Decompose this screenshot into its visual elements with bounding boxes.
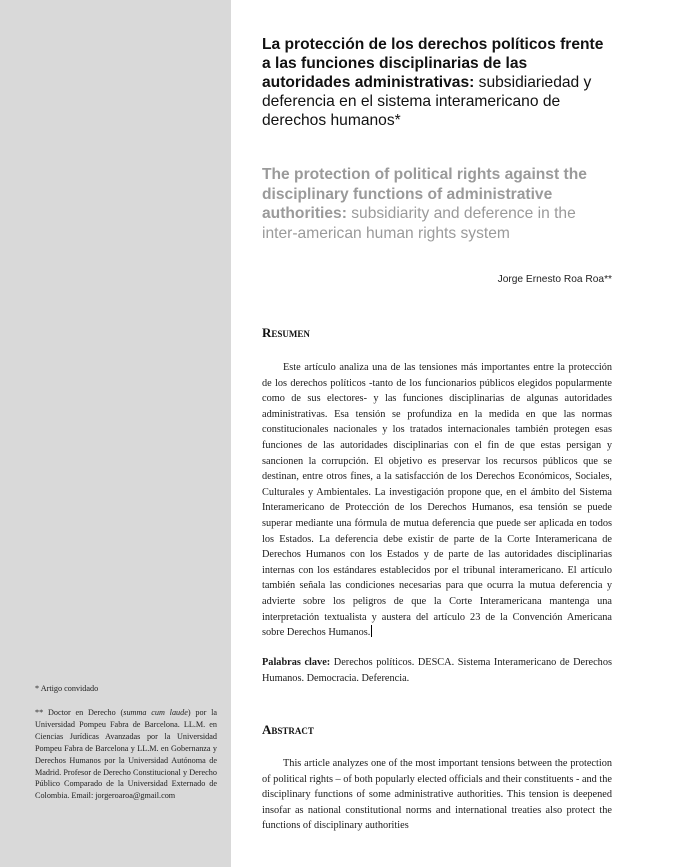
footnote-2-pre: ** Doctor en Derecho ( [35, 708, 124, 717]
footnote-2-italic: summa cum laude [123, 708, 188, 717]
title-english-bold: The protection of political rights against the disciplinary functions of administrative authorities: [262, 166, 587, 222]
resumen-heading: Resumen [262, 325, 310, 340]
title-spanish-regular: subsidiariedad y deferencia en el sistema interamericano de derechos humanos* [262, 74, 592, 129]
footnote-2 [35, 707, 217, 802]
title-spanish-bold: La protección de los derechos políticos frente a las funciones disciplinarias de las autoridades administrativas: [262, 36, 604, 91]
keywords-label: Palabras clave: [262, 657, 331, 668]
title-english [262, 165, 612, 243]
resumen-text: Este artículo analiza una de las tensiones más importantes entre la protección de los derechos políticos -tanto de los funcionarios públicos elegidos popularmente como de sus electores- y las funciones disciplinarias de algunas autoridades administrativas. Esa tensión se profundiza en la medida en que las normas constitucionales nacionales y los tratados internacionales también protegen esas funciones de las autoridades disciplinarias con el fin de que estas persigan y sancionen la corrupción. El objetivo es preservar los recursos públicos que se destinan, entre otros fines, a la satisfacción de los Derechos Económicos, Sociales, Culturales y Ambientales. La investigación propone que, en el ámbito del Sistema Interamericano de Protección de los Derechos Humanos, esa tensión se puede superar mediante una fórmula de mutua deferencia que puede ser aplicada en todos los Estados. La deferencia debe existir de parte de la Corte Interamericana de Derechos Humanos con los Estados y de parte de las autoridades disciplinarias internas con los estándares establecidos por el tribunal interamericano. El artículo también señala las condiciones necesarias para que ocurra la mutua deferencia y advierte sobre los peligros de que la Corte Interamericana mantenga una interpretación textualista y austera del artículo 23 de la Convención Americana sobre Derechos Humanos. [262, 362, 612, 639]
abstract-body [262, 756, 612, 834]
title-english-regular: subsidiarity and deference in the inter-american human rights system [262, 205, 576, 242]
abstract-heading: Abstract [262, 722, 314, 737]
resumen-body[interactable] [262, 360, 612, 641]
sidebar [0, 0, 231, 867]
keywords [262, 655, 612, 686]
abstract-text: This article analyzes one of the most important tensions between the protection of political rights – of both popularly elected officials and their constituents - and the disciplinary functions of some administrative authorities. This tension is deepened insofar as national constitutional norms and international treaties also protect the functions of disciplinary authorities [262, 758, 612, 832]
keywords-text: Derechos políticos. DESCA. Sistema Interamericano de Derechos Humanos. Democracia. Deferencia. [262, 657, 612, 684]
footnote-1: * Artigo convidado [35, 684, 99, 693]
title-spanish [262, 35, 612, 130]
footnote-2-post: ) por la Universidad Pompeu Fabra de Barcelona. LL.M. en Ciencias Jurídicas Avanzadas por la Universidad Pompeu Fabra de Barcelona y LL.M. en Gobernanza y Derechos Humanos por la Universidad Autónoma de Madrid. Profesor de Derecho Constitucional y Derecho Público Comparado de la Universidad Externado de Colombia. Email: jorgeroaroa@gmail.com [35, 708, 217, 801]
author-name: Jorge Ernesto Roa Roa** [497, 274, 612, 285]
text-cursor [371, 625, 372, 637]
